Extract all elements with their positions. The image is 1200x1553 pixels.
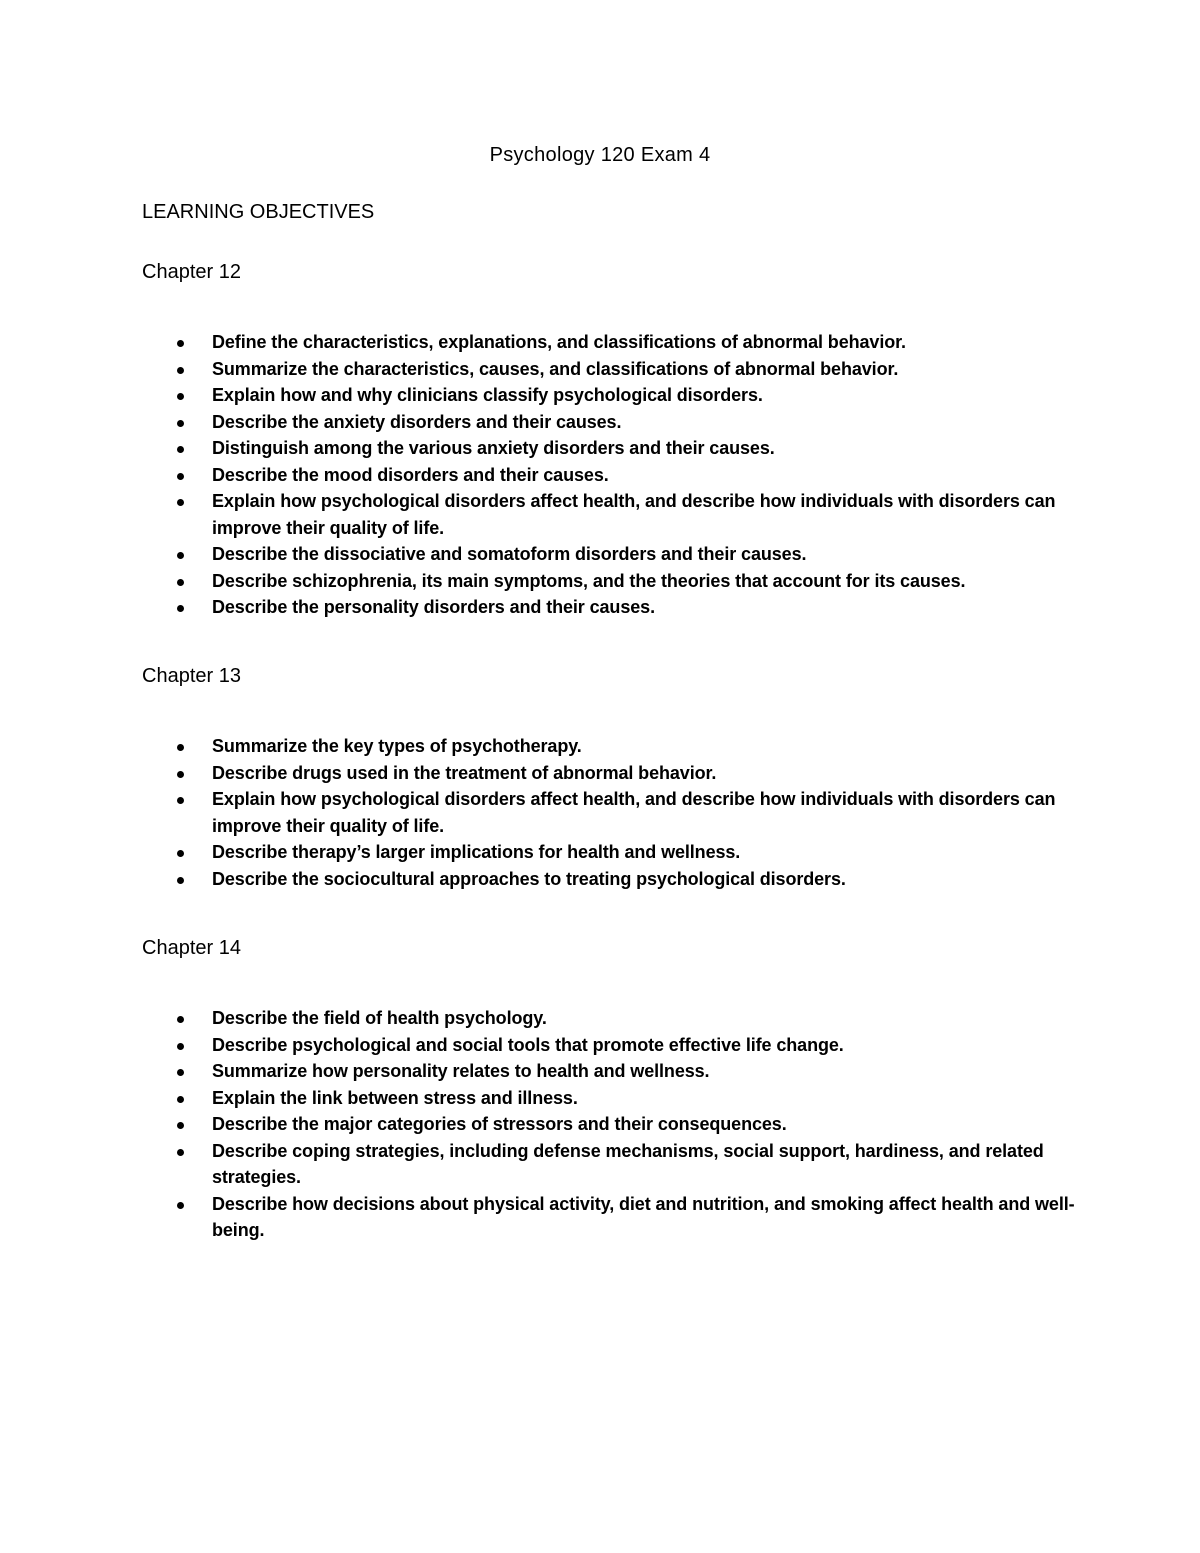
list-item <box>142 760 1082 787</box>
objective-text: Summarize the key types of psychotherapy. <box>212 736 582 756</box>
objective-text: Describe the major categories of stressors and their consequences. <box>212 1114 787 1134</box>
list-item <box>142 541 1082 568</box>
bullet-icon <box>177 579 184 586</box>
list-item <box>142 462 1082 489</box>
bullet-icon <box>177 771 184 778</box>
bullet-icon <box>177 340 184 347</box>
objective-text: Explain how and why clinicians classify psychological disorders. <box>212 385 763 405</box>
list-item <box>142 1138 1082 1191</box>
objective-text: Describe the mood disorders and their causes. <box>212 464 609 485</box>
list-item <box>142 866 1082 893</box>
bullet-icon <box>177 473 184 480</box>
objective-text: Describe the anxiety disorders and their causes. <box>212 411 622 432</box>
list-item <box>142 733 1082 760</box>
bullet-icon <box>177 446 184 453</box>
list-item <box>142 488 1082 541</box>
objective-text: Describe the field of health psychology. <box>212 1008 547 1028</box>
objective-text: Explain how psychological disorders affect health, and describe how individuals with disorders can improve their quality of life. <box>212 789 1056 836</box>
bullet-icon <box>177 1202 184 1209</box>
objective-text: Explain the link between stress and illness. <box>212 1087 578 1108</box>
bullet-icon <box>177 1016 184 1023</box>
bullet-icon <box>177 1149 184 1156</box>
list-item <box>142 1111 1082 1138</box>
bullet-icon <box>177 1096 184 1103</box>
bullet-icon <box>177 850 184 857</box>
objective-text: Describe psychological and social tools that promote effective life change. <box>212 1034 844 1055</box>
objective-text: Describe schizophrenia, its main symptoms, and the theories that account for its causes. <box>212 570 966 591</box>
bullet-icon <box>177 877 184 884</box>
list-item <box>142 1005 1082 1032</box>
objective-text: Describe drugs used in the treatment of abnormal behavior. <box>212 762 717 783</box>
objective-text: Describe the personality disorders and their causes. <box>212 597 655 617</box>
list-item <box>142 594 1082 621</box>
objective-text: Describe coping strategies, including defense mechanisms, social support, hardiness, and related strategies. <box>212 1140 1044 1187</box>
objective-text: Describe how decisions about physical activity, diet and nutrition, and smoking affect health and well-being. <box>212 1193 1075 1240</box>
bullet-icon <box>177 499 184 506</box>
objective-list <box>142 329 1082 621</box>
objective-list <box>142 1005 1082 1244</box>
bullet-icon <box>177 1122 184 1129</box>
list-item <box>142 409 1082 436</box>
bullet-icon <box>177 797 184 804</box>
bullet-icon <box>177 393 184 400</box>
objective-text: Summarize how personality relates to health and wellness. <box>212 1061 710 1081</box>
list-item <box>142 1032 1082 1059</box>
list-item <box>142 356 1082 383</box>
objective-text: Explain how psychological disorders affect health, and describe how individuals with disorders can improve their quality of life. <box>212 491 1056 538</box>
bullet-icon <box>177 744 184 751</box>
list-item <box>142 1085 1082 1112</box>
bullet-icon <box>177 605 184 612</box>
section-heading: LEARNING OBJECTIVES <box>142 201 375 223</box>
objective-text: Summarize the characteristics, causes, and classifications of abnormal behavior. <box>212 358 899 379</box>
list-item <box>142 382 1082 409</box>
list-item <box>142 435 1082 462</box>
chapter-heading: Chapter 14 <box>142 937 241 959</box>
objective-text: Distinguish among the various anxiety disorders and their causes. <box>212 438 775 458</box>
list-item <box>142 568 1082 595</box>
chapter-heading: Chapter 12 <box>142 261 241 283</box>
list-item <box>142 329 1082 356</box>
document-title: Psychology 120 Exam 4 <box>489 144 711 166</box>
bullet-icon <box>177 1069 184 1076</box>
bullet-icon <box>177 552 184 559</box>
objective-text: Define the characteristics, explanations, and classifications of abnormal behavior. <box>212 332 906 352</box>
list-item <box>142 786 1082 839</box>
list-item <box>142 1191 1082 1244</box>
list-item <box>142 839 1082 866</box>
objective-text: Describe therapy’s larger implications for health and wellness. <box>212 842 741 862</box>
list-item <box>142 1058 1082 1085</box>
objective-list <box>142 733 1082 892</box>
chapter-heading: Chapter 13 <box>142 665 241 687</box>
bullet-icon <box>177 1043 184 1050</box>
objective-text: Describe the sociocultural approaches to treating psychological disorders. <box>212 868 846 889</box>
bullet-icon <box>177 367 184 374</box>
objective-text: Describe the dissociative and somatoform disorders and their causes. <box>212 544 807 564</box>
bullet-icon <box>177 420 184 427</box>
